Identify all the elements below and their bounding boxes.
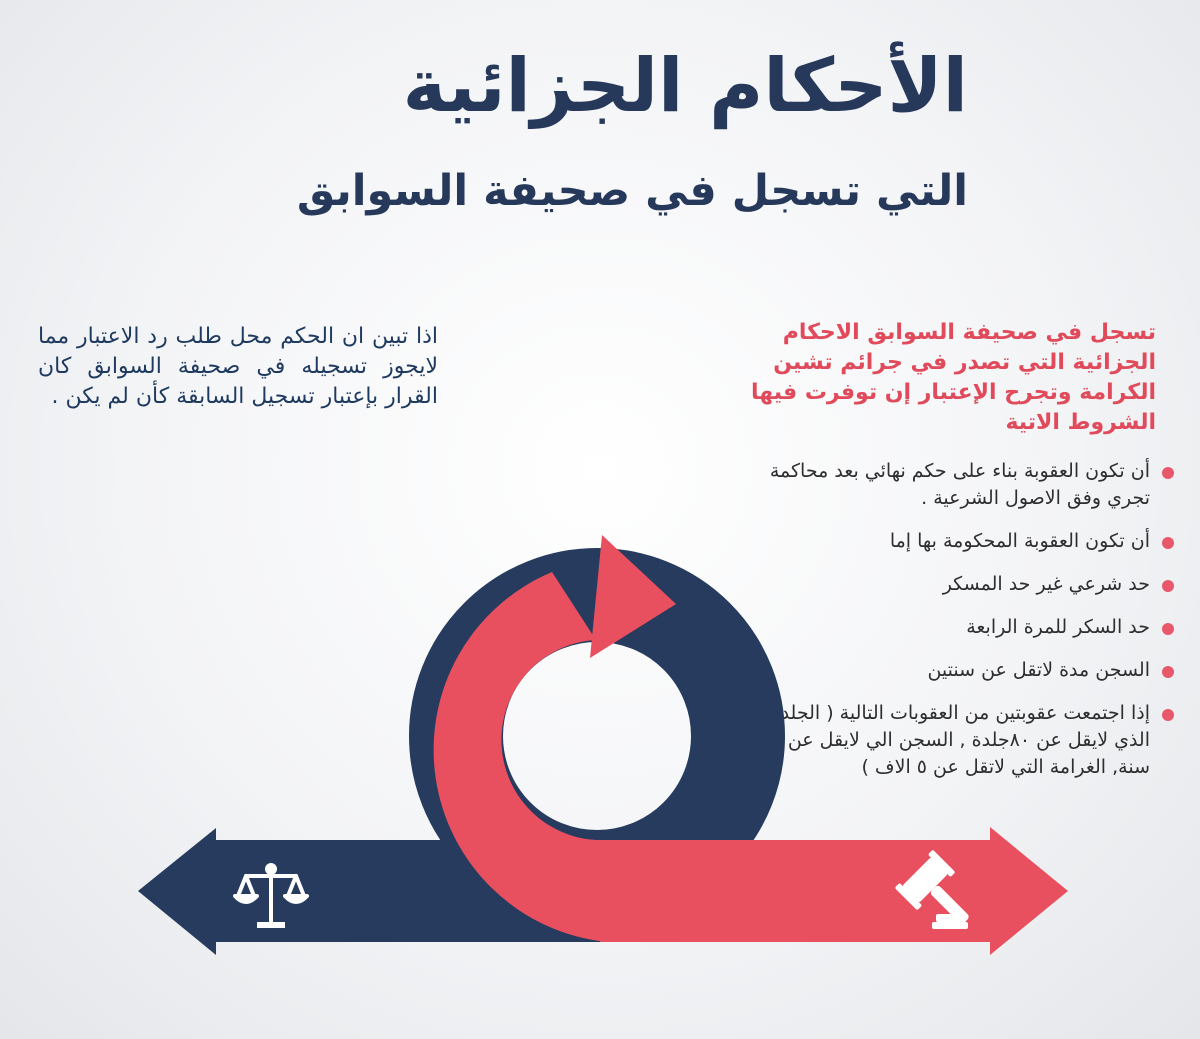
condition-text: حد السكر للمرة الرابعة	[966, 616, 1150, 638]
condition-text: السجن مدة لاتقل عن سنتين	[927, 659, 1150, 681]
right-arrow-red	[600, 827, 1068, 955]
left-note-text: اذا تبين ان الحكم محل طلب رد الاعتبار مما لايجوز تسجيله في صحيفة السوابق كان القرار بإعتبار تسجيل السابقة كأن لم يكن .	[38, 324, 438, 409]
page-subtitle: التي تسجل في صحيفة السوابق	[296, 166, 968, 216]
condition-text: إذا اجتمعت عقوبتين من العقوبات التالية ( الجلد الذي لايقل عن ٨٠جلدة , السجن الي لايقل عن سنة, الغرامة التي لاتقل عن ٥ الاف )	[780, 702, 1150, 778]
conditions-intro: تسجل في صحيفة السوابق الاحكام الجزائية التي تصدر في جرائم تشين الكرامة وتجرح الإعتبار إن توفرت فيها الشروط الاتية	[751, 320, 1156, 435]
condition-text: أن تكون العقوبة المحكومة بها إما	[889, 530, 1150, 552]
page-title: الأحكام الجزائية	[402, 43, 968, 129]
condition-text: أن تكون العقوبة بناء على حكم نهائي بعد محاكمة تجري وفق الاصول الشرعية .	[769, 460, 1150, 509]
condition-text: حد شرعي غير حد المسكر	[942, 573, 1150, 595]
